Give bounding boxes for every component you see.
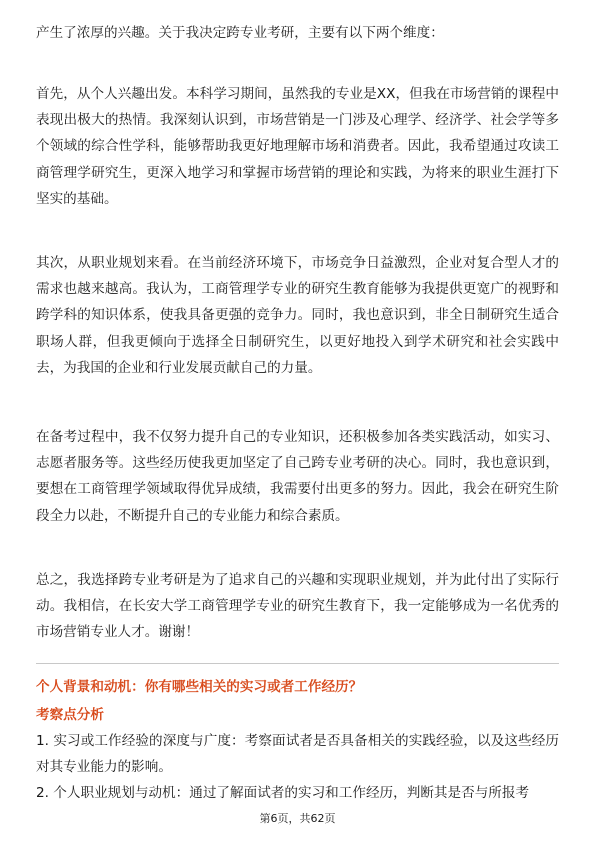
list-item: 1. 实习或工作经验的深度与广度：考察面试者是否具备相关的实践经验，以及这些经历对其专业能力的影响。 (36, 733, 559, 776)
page-footer: 第6页，共62页 (259, 812, 336, 825)
analysis-list (36, 728, 559, 807)
analysis-heading: 考察点分析 (36, 707, 104, 723)
body-paragraph: 首先，从个人兴趣出发。本科学习期间，虽然我的专业是XX，但我在市场营销的课程中表现出极大的热情。我深刻认识到，市场营销是一门涉及心理学、经济学、社会学等多个领域的综合性学科，能够帮助我更好地理解市场和消费者。因此，我希望通过攻读工商管理学研究生，更深入地学习和掌握市场营销的理论和实践，为将来的职业生涯打下坚实的基础。 (36, 86, 559, 207)
body-paragraph: 总之，我选择跨专业考研是为了追求自己的兴趣和实现职业规划，并为此付出了实际行动。我相信，在长安大学工商管理学专业的研究生教育下，我一定能够成为一名优秀的市场营销专业人才。谢谢！ (36, 572, 559, 641)
question-heading: 个人背景和动机：你有哪些相关的实习或者工作经历？ (36, 679, 363, 695)
list-item: 2. 个人职业规划与动机：通过了解面试者的实习和工作经历，判断其是否与所报考 (36, 785, 530, 802)
section-divider (36, 663, 559, 664)
body-paragraph: 在备考过程中，我不仅努力提升自己的专业知识，还积极参加各类实践活动，如实习、志愿者服务等。这些经历使我更加坚定了自己跨专业考研的决心。同时，我也意识到，要想在工商管理学领域取得优异成绩，我需要付出更多的努力。因此，我会在研究生阶段全力以赴，不断提升自己的专业能力和综合素质。 (36, 429, 559, 524)
body-paragraph: 其次，从职业规划来看。在当前经济环境下，市场竞争日益激烈，企业对复合型人才的需求也越来越高。我认为，工商管理学专业的研究生教育能够为我提供更宽广的视野和跨学科的知识体系，使我具备更强的竞争力。同时，我也意识到，非全日制研究生适合职场人群，但我更倾向于选择全日制研究生，以更好地投入到学术研究和社会实践中去，为我国的企业和行业发展贡献自己的力量。 (36, 255, 559, 376)
body-paragraph: 产生了浓厚的兴趣。关于我决定跨专业考研，主要有以下两个维度： (36, 25, 444, 41)
